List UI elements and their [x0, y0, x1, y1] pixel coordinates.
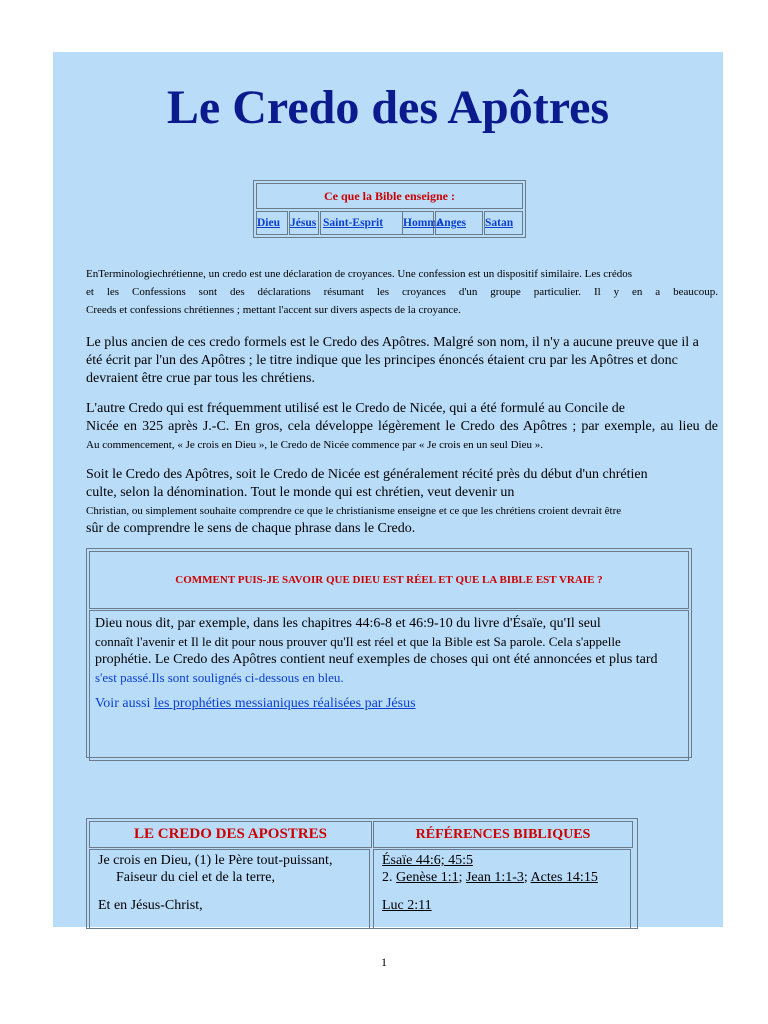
- question-box: [86, 548, 692, 758]
- page-number: 1: [381, 955, 387, 969]
- recitation-paragraph: [86, 466, 718, 538]
- creed-line-1: Je crois en Dieu, (1) le Père tout-puissant,: [98, 853, 333, 868]
- nicene-creed-paragraph: [86, 400, 718, 454]
- reference-line-2: 2. Genèse 1:1; Jean 1:1-3; Actes 14:15: [382, 870, 598, 885]
- reference-luke[interactable]: Luc 2:11: [382, 898, 432, 913]
- topic-navigation-table: [253, 180, 526, 238]
- link-anges[interactable]: Anges: [435, 211, 483, 235]
- intro-line-3: Creeds et confessions chrétiennes ; mettant l'accent sur divers aspects de la croyance.: [86, 304, 461, 316]
- recitation-line-3: Christian, ou simplement souhaite comprendre ce que le christianisme enseigne et ce que les chrétiens croient devrait être: [86, 505, 622, 517]
- references-cell: [373, 849, 631, 928]
- page-title: Le Credo des Apôtres: [166, 81, 610, 134]
- question-answer: [89, 610, 689, 761]
- topic-links-row: [256, 211, 523, 233]
- creed-text-cell: [89, 849, 370, 928]
- reference-number-2: 2.: [382, 870, 393, 885]
- intro-line-2: et les Confessions sont des déclarations résumant les croyances d'un groupe particulier. Il y en a beaucoup.: [86, 286, 718, 298]
- answer-line-2: connaît l'avenir et Il le dit pour nous prouver qu'Il est réel et que la Bible est Sa parole. Cela s'appelle: [95, 634, 621, 649]
- nicene-line-3: Au commencement, « Je crois en Dieu », le Credo de Nicée commence par « Je crois en un seul Dieu ».: [86, 439, 543, 451]
- document-page: [53, 52, 723, 927]
- reference-genesis[interactable]: Genèse 1:1: [396, 870, 459, 885]
- link-saint-esprit[interactable]: Saint-Esprit: [320, 211, 403, 235]
- answer-line-4: s'est passé.Ils sont soulignés ci-dessous en bleu.: [95, 670, 344, 685]
- reference-line-3: [382, 897, 630, 914]
- reference-john[interactable]: Jean 1:1-3: [465, 870, 524, 885]
- creed-column-header: LE CREDO DES APOSTRES: [89, 821, 372, 848]
- intro-paragraph: [86, 265, 718, 319]
- nicene-line-2: Nicée en 325 après J.-C. En gros, cela développe légèrement le Credo des Apôtres ; par exemple, au lieu de: [86, 419, 718, 434]
- question-heading: COMMENT PUIS-JE SAVOIR QUE DIEU EST RÉEL ET QUE LA BIBLE EST VRAIE ?: [89, 551, 689, 609]
- creed-line-3: Et en Jésus-Christ,: [98, 898, 203, 913]
- link-homme[interactable]: Homme: [402, 211, 434, 235]
- recitation-line-1: Soit le Credo des Apôtres, soit le Credo de Nicée est généralement récité près du début d'un chrétien: [86, 467, 648, 482]
- messianic-prophecies-link[interactable]: les prophéties messianiques réalisées par Jésus: [153, 696, 416, 711]
- recitation-line-4: sûr de comprendre le sens de chaque phrase dans le Credo.: [86, 521, 416, 536]
- intro-line-1: EnTerminologiechrétienne, un credo est une déclaration de croyances. Une confession est un dispositif similaire. Les crédos: [86, 268, 632, 280]
- reference-isaiah[interactable]: Ésaïe 44:6; 45:5: [382, 853, 473, 868]
- link-jesus[interactable]: Jésus: [289, 211, 319, 235]
- link-satan[interactable]: Satan: [484, 211, 523, 235]
- creed-line-2: Faiseur du ciel et de la terre,: [116, 870, 275, 885]
- topic-navigation-heading: Ce que la Bible enseigne :: [256, 183, 523, 209]
- see-also-line: [95, 695, 683, 713]
- recitation-line-2: culte, selon la dénomination. Tout le monde qui est chrétien, veut devenir un: [86, 485, 515, 500]
- answer-line-3: prophétie. Le Credo des Apôtres contient neuf exemples de choses qui ont été annoncées et plus tard: [95, 652, 658, 667]
- see-also-prefix: Voir aussi: [95, 696, 151, 711]
- nicene-line-1: L'autre Credo qui est fréquemment utilisé est le Credo de Nicée, qui a été formulé au Concile de: [86, 401, 625, 416]
- answer-line-1: Dieu nous dit, par exemple, dans les chapitres 44:6-8 et 46:9-10 du livre d'Ésaïe, qu'Il seul: [95, 616, 601, 631]
- link-dieu[interactable]: Dieu: [256, 211, 288, 235]
- references-column-header: RÉFÉRENCES BIBLIQUES: [373, 821, 633, 848]
- apostles-creed-paragraph: Le plus ancien de ces credo formels est le Credo des Apôtres. Malgré son nom, il n'y a aucune preuve que il a été écrit par l'un des Apôtres ; le titre indique que les principes énoncés étaient cru par les Apôtres et donc devraient être crue par tous les chrétiens.: [86, 335, 699, 386]
- reference-acts[interactable]: Actes 14:15: [530, 870, 598, 885]
- creed-references-table: [86, 818, 638, 929]
